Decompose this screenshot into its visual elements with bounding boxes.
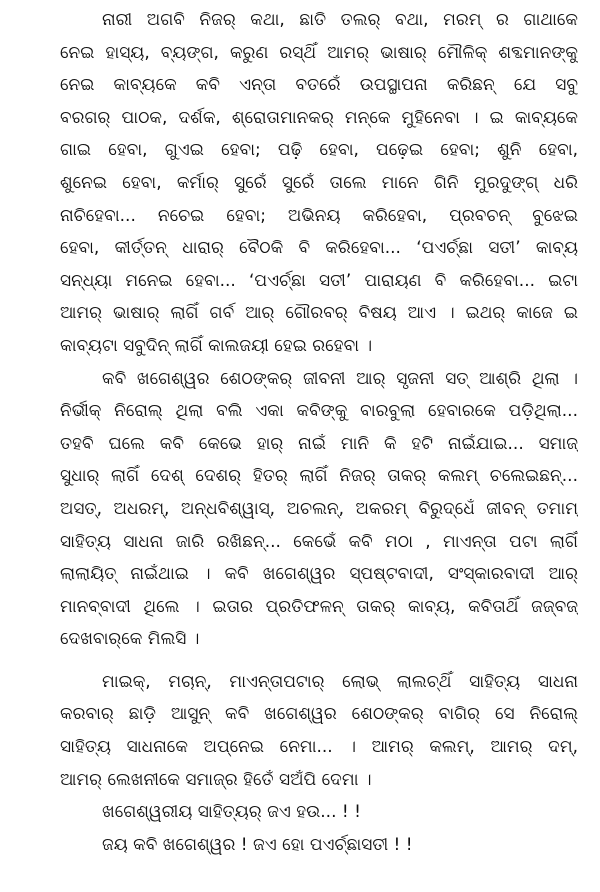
text-line: ମାଇକ୍, ମଚାନ୍, ମାଏନ୍ତାପଟାର୍ ଲୋଭ୍ ଲାଲଚ୍‌ଥିଁ ସାହିତ୍ୟ ସାଧନା [102, 671, 578, 692]
text-line: କାବ୍ୟଟା ସବୁଦିନ୍ ଲାଗିଁ କାଲଜୟୀ ହେଇ ରହେବା । [60, 335, 373, 356]
closing-slogans [60, 796, 578, 861]
text-line: ନେଇ ହାସ୍ୟ, ବ୍ୟଙ୍ଗ, କରୁଣ ରସ୍‌ଥିଁ ଆମର୍ ଭାଷାର୍ ମୌଳିକ୍ ଶବ୍ଦମାନଙ୍କୁ [60, 42, 578, 63]
text-line: ହେବା, କୀର୍ତ୍ତନ୍ ଧାରାର୍ ବୈଠକି ବି କରିହେବା... ‘ପଏର୍ଚ୍ଛା ସତୀ’ କାବ୍ୟ [60, 238, 578, 259]
text-line: କରବାର୍ ଛାଡ଼ି ଆସୁନ୍ କବି ଖଗେଶ୍ୱର ଶେଠଙ୍କର୍ ବାଗିର୍ ସେ ନିରୋଲ୍ [60, 704, 578, 725]
text-line: ସୁଧାର୍ ଲାଗିଁ ଦେଶ୍ ଦେଶର୍ ହିତର୍ ଲାଗିଁ ନିଜର୍ ତାକର୍ କଲମ୍ ଚଲେଇଛନ୍... [60, 466, 578, 487]
text-line: ଆମର୍ ଭାଷାର୍ ଲାଗିଁ ଗର୍ବ ଆର୍ ଗୌରବର୍ ବିଷୟ ଆଏ । ଇଥର୍ କାଜେ ଇ [60, 303, 578, 324]
paragraph-gap [60, 656, 578, 666]
text-line: କବି ଖଗେଶ୍ୱର ଶେଠଙ୍କର୍ ଜୀବନୀ ଆର୍ ସୃଜନୀ ସତ୍ ଆଶ୍ରି ଥିଲା । [102, 368, 578, 389]
closing-line: ଖଗେଶ୍ୱରୀୟ ସାହିତ୍ୟର୍ ଜଏ ହଉ... ! ! [102, 802, 361, 823]
text-line: ଶୁନେଇ ହେବା, କର୍ମାର୍ ସୁରେଁ ସୁରେଁ ତାଲେ ମାନେ ଗିନି ମୁରଦୁଙ୍ଗ୍ ଧରି [60, 172, 578, 193]
closing-line: ଜୟ କବି ଖଗେଶ୍ୱର ! ଜଏ ହୋ ପଏର୍ଚ୍ଛାସତୀ ! ! [102, 834, 413, 855]
text-line: ଦେଖବାର୍‌କେ ମିଲସି । [60, 629, 200, 650]
paragraph-2 [60, 363, 578, 656]
text-line: ନାଚିହେବା... ନଚେଇ ହେବା; ଅଭିନୟ କରିହେବା, ପ୍ରବଚନ୍ ବୁଝେଇ [60, 205, 578, 226]
text-line: ନେଇ କାବ୍ୟକେ କବି ଏନ୍ତା ବତରେଁ ଉପସ୍ଥାପନା କରିଛନ୍ ଯେ ସବୁ [60, 75, 578, 96]
text-line: ସାହିତ୍ୟ ସାଧନାକେ ଅପ୍‌ନେଇ ନେମା... । ଆମର୍ କଲମ୍, ଆମର୍ ଦମ୍, [60, 737, 578, 758]
text-line: ବରଗର୍ ପାଠକ, ଦର୍ଶକ, ଶ୍ରୋତାମାନକର୍ ମନ୍‌କେ ମୁହିନେବା । ଇ କାବ୍ୟକେ [60, 107, 578, 128]
text-line: ଅସତ୍, ଅଧରମ୍, ଅନ୍ଧବିଶ୍ୱାସ୍, ଅଚଲନ୍, ଅକରମ୍ ବିରୁଦ୍ଧେଁ ଜୀବନ୍ ତମାମ୍ [60, 498, 578, 519]
text-line: ତହବି ଘଲେ କବି କେଭେ ହାର୍ ନାଇଁ ମାନି କି ହଟି ନାଇଁଯାଇ... ସମାଜ୍ [60, 433, 578, 454]
text-line: ସନ୍ଧ୍ୟା ମନେଇ ହେବା... ‘ପଏର୍ଚ୍ଛା ସତୀ’ ପାରାୟଣ ବି କରିହେବା... ଇଟା [60, 270, 578, 291]
text-line: ନାରୀ ଅଗବି ନିଜର୍ କଥା, ଛାତି ତଲର୍ ବଥା, ମରମ୍ ର ଗାଥାକେ [102, 10, 578, 30]
paragraph-3 [60, 666, 578, 796]
text-line: ଲାଲାୟିତ୍ ନାଇଁଥାଇ । କବି ଖଗେଶ୍ୱର ସ୍ପଷ୍ଟବାଦୀ, ସଂସ୍କାରବାଦୀ ଆର୍ [60, 564, 578, 585]
text-line: ଗାଇ ହେବା, ଗୁଏଇ ହେବା; ପଢ଼ି ହେବା, ପଢ଼େଇ ହେବା; ଶୁନି ହେବା, [60, 140, 578, 161]
text-line: ମାନବ୍‌ବାଦୀ ଥିଲେ । ଇତାର ପ୍ରତିଫଳନ୍ ତାକର୍ କାବ୍ୟ, କବିତାଥିଁ ଜଜ୍‌ବଜ୍ [60, 596, 578, 617]
text-line: ସାହିତ୍ୟ ସାଧନା ଜାରି ରଖିଛନ୍... କେଭେଁ କବି ମଠା , ମାଏନ୍ତା ପଟା ଲାଗିଁ [60, 531, 578, 552]
text-line: ନିର୍ଭୀକ୍ ନିରୋଲ୍ ଥିଲା ବଲି ଏକା କବିଙ୍କୁ ବାରବୁଲା ହେବାରକେ ପଡ଼ିଥିଲା... [60, 401, 578, 422]
paragraph-1 [60, 4, 578, 363]
text-line: ଆମର୍ ଲେଖନୀକେ ସମାଜ୍‌ର ହିତେଁ ସଅଁପି ଦେମା । [60, 769, 372, 790]
